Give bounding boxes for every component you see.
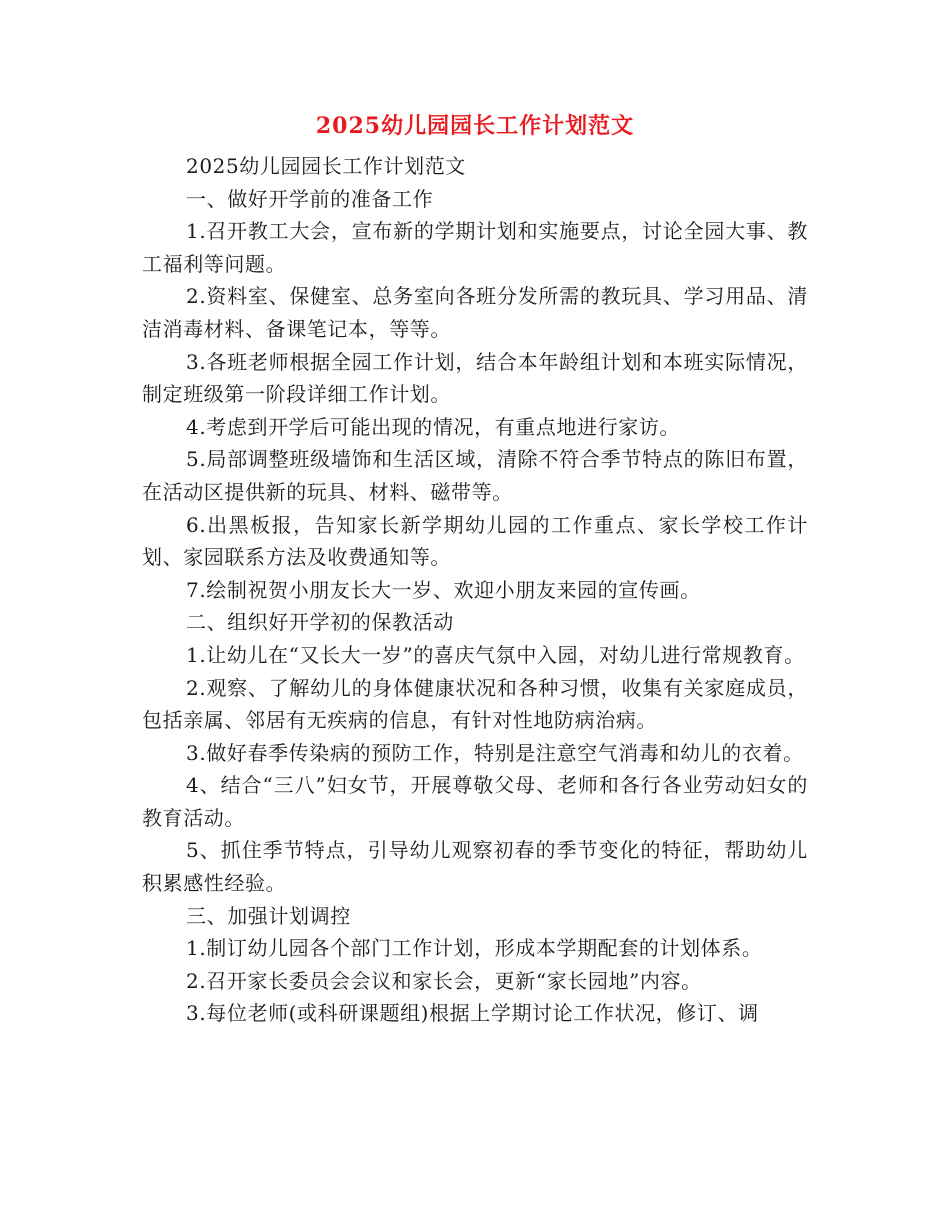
paragraph: 5.局部调整班级墙饰和生活区域，清除不符合季节特点的陈旧布置，在活动区提供新的玩具、材料、磁带等。 — [142, 447, 808, 504]
paragraph-subtitle: 2025幼儿园园长工作计划范文 — [186, 154, 466, 178]
paragraph: 3.每位老师(或科研课题组)根据上学期讨论工作状况，修订、调 — [186, 1001, 759, 1026]
paragraph: 2.资料室、保健室、总务室向各班分发所需的教玩具、学习用品、清洁消毒材料、备课笔记本，等等。 — [142, 284, 808, 341]
paragraph: 4、结合“三八”妇女节，开展尊敬父母、老师和各行各业劳动妇女的教育活动。 — [142, 773, 808, 830]
paragraph: 7.绘制祝贺小朋友长大一岁、欢迎小朋友来园的宣传画。 — [186, 577, 701, 602]
document-body — [142, 150, 808, 1030]
document-title: 2025幼儿园园长工作计划范文 — [315, 113, 635, 139]
paragraph: 1.让幼儿在“又长大一岁”的喜庆气氛中入园，对幼儿进行常规教育。 — [186, 642, 805, 667]
paragraph: 2.召开家长委员会会议和家长会，更新“家长园地”内容。 — [186, 968, 702, 993]
paragraph: 3.各班老师根据全园工作计划，结合本年龄组计划和本班实际情况，制定班级第一阶段详细工作计划。 — [142, 349, 808, 407]
section-heading-3: 三、加强计划调控 — [186, 903, 351, 928]
paragraph: 4.考虑到开学后可能出现的情况，有重点地进行家访。 — [186, 414, 681, 439]
paragraph: 2.观察、了解幼儿的身体健康状况和各种习惯，收集有关家庭成员，包括亲属、邻居有无疾病的信息，有针对性地防病治病。 — [142, 675, 808, 733]
paragraph: 3.做好春季传染病的预防工作，特别是注意空气消毒和幼儿的衣着。 — [186, 740, 804, 765]
section-heading-2: 二、组织好开学初的保教活动 — [186, 610, 454, 635]
paragraph: 1.召开教工大会，宣布新的学期计划和实施要点，讨论全园大事、教工福利等问题。 — [142, 219, 808, 276]
section-heading-1: 一、做好开学前的准备工作 — [186, 186, 434, 211]
paragraph: 5、抓住季节特点，引导幼儿观察初春的季节变化的特征，帮助幼儿积累感性经验。 — [142, 838, 808, 896]
paragraph: 6.出黑板报，告知家长新学期幼儿园的工作重点、家长学校工作计划、家园联系方法及收费通知等。 — [142, 512, 808, 570]
paragraph: 1.制订幼儿园各个部门工作计划，形成本学期配套的计划体系。 — [186, 936, 763, 961]
